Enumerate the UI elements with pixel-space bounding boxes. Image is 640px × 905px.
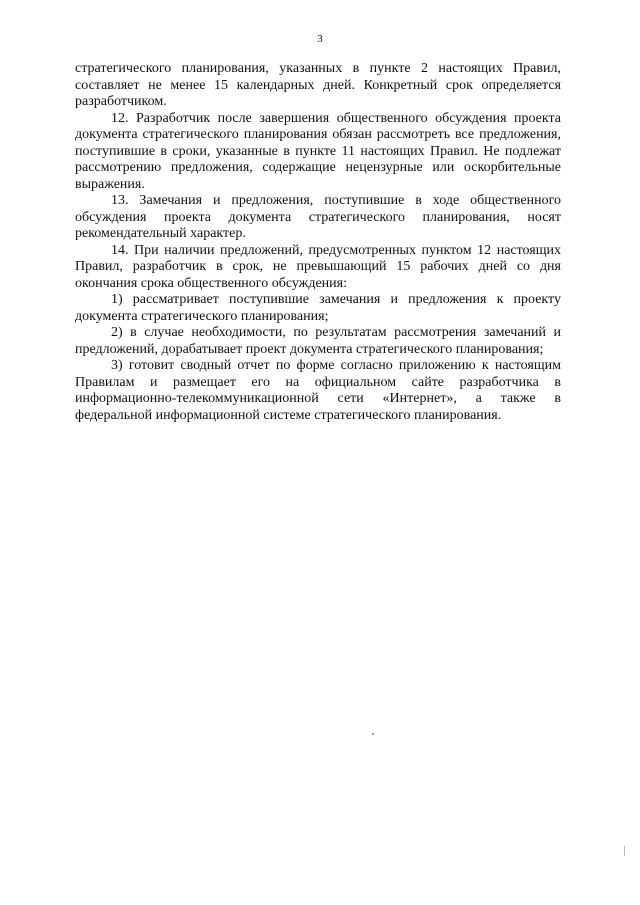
- paragraph-continuation: стратегического планирования, указанных в пункте 2 настоящих Правил, составляет не менее 15 календарных дней. Конкретный срок определяется разработчиком.: [75, 61, 561, 109]
- paragraph-item-13: 13. Замечания и предложения, поступившие в ходе общественного обсуждения проекта документа стратегического планирования, носят рекомендательный характер.: [75, 193, 561, 241]
- paragraph-item-14-3: 3) готовит сводный отчет по форме согласно приложению к настоящим Правилам и размещает его на официальном сайте разработчика в информационно-телекоммуникационной сети «Интернет», а также в федеральной информационной системе стратегического планирования.: [75, 358, 561, 423]
- document-body: [75, 61, 561, 424]
- scan-artifact-dot: [372, 733, 374, 735]
- scan-artifact-edge-mark: [624, 846, 625, 856]
- paragraph-item-12: 12. Разработчик после завершения общественного обсуждения проекта документа стратегического планирования обязан рассмотреть все предложения, поступившие в сроки, указанные в пункте 11 настоящих Правил. Не подлежат рассмотрению предложения, содержащие нецензурные или оскорбительные выражения.: [75, 110, 561, 192]
- paragraph-item-14: 14. При наличии предложений, предусмотренных пунктом 12 настоящих Правил, разработчик в срок, не превышающий 15 рабочих дней со дня окончания срока общественного обсуждения:: [75, 242, 561, 291]
- page-number: 3: [317, 33, 323, 45]
- paragraph-item-14-1: 1) рассматривает поступившие замечания и предложения к проекту документа стратегического планирования;: [75, 292, 561, 324]
- paragraph-item-14-2: 2) в случае необходимости, по результатам рассмотрения замечаний и предложений, дорабатывает проект документа стратегического планирования;: [75, 325, 561, 357]
